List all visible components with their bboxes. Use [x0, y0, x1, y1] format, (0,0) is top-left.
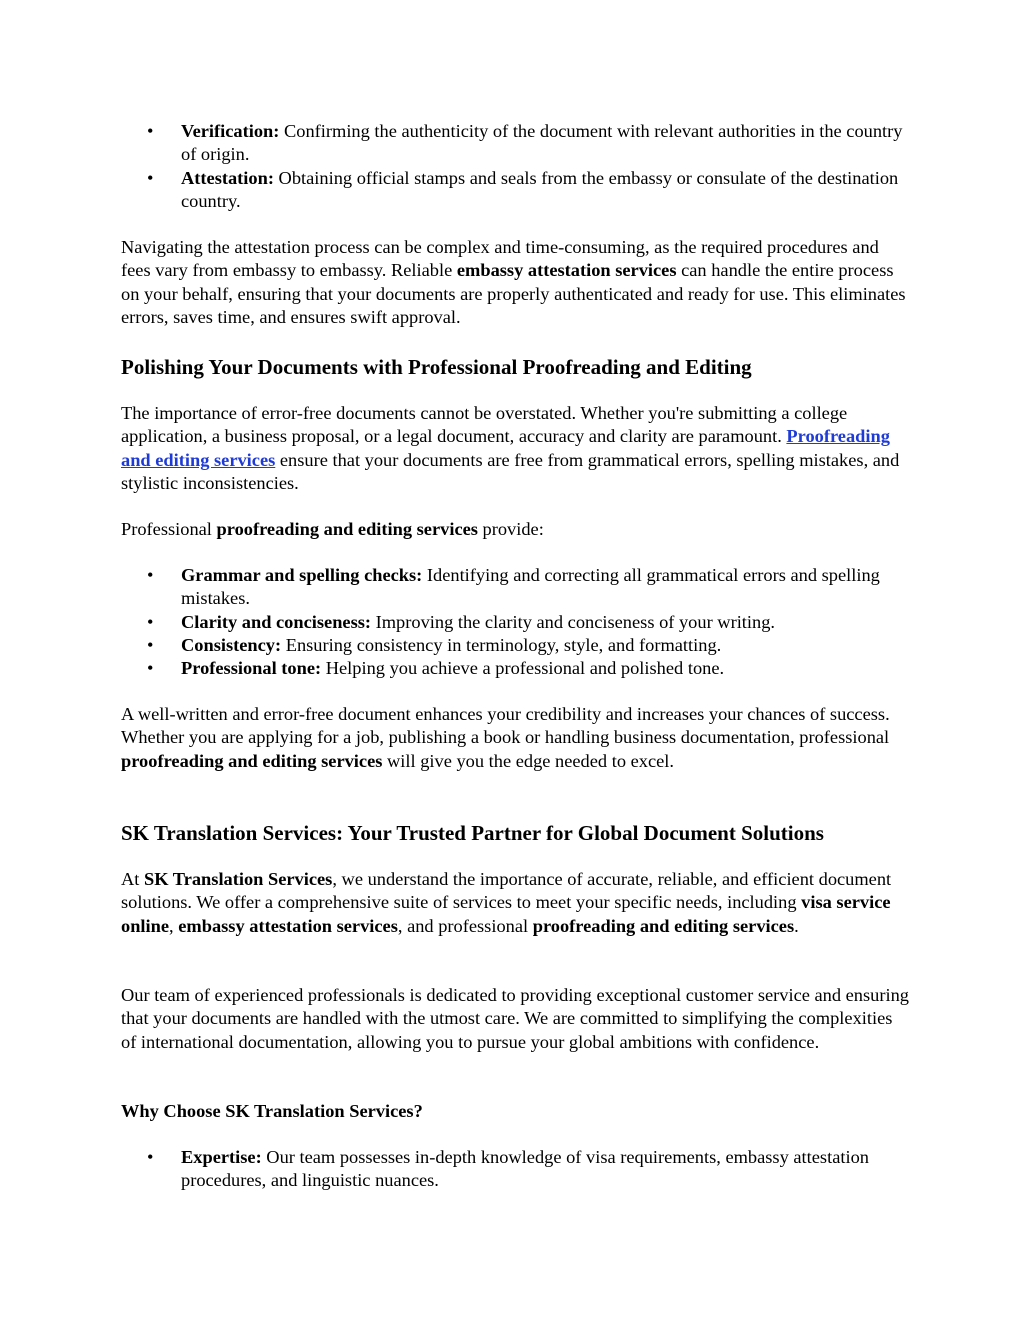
- paragraph-text: The importance of error-free documents cannot be overstated. Whether you're submitting a college application, a business proposal, or a legal document, accuracy and clarity are paramount.: [121, 403, 848, 447]
- paragraph-at-sk: [121, 868, 911, 938]
- list-item: [121, 1146, 911, 1193]
- paragraph-navigating: [121, 236, 911, 329]
- bullet-icon: •: [147, 121, 154, 141]
- list-item-text: Helping you achieve a professional and polished tone.: [321, 658, 725, 679]
- list-item-text: Our team possesses in-depth knowledge of visa requirements, embassy attestation procedures, and linguistic nuances.: [181, 1147, 869, 1191]
- bold-term: proofreading and editing services: [216, 519, 478, 539]
- paragraph-text: ,: [169, 915, 179, 936]
- bold-term: embassy attestation services: [456, 260, 677, 281]
- list-item-label: Professional tone:: [181, 658, 322, 679]
- bullet-icon: •: [147, 611, 154, 632]
- bold-term: SK Translation Services: [144, 869, 333, 889]
- paragraph-text: At: [121, 869, 144, 889]
- list-item-text: Identifying and correcting all grammatical errors and spelling mistakes.: [181, 565, 880, 609]
- bullet-icon: •: [147, 1147, 154, 1167]
- list-item-text: Confirming the authenticity of the document with relevant authorities in the country of origin.: [181, 121, 903, 165]
- list-item: [121, 634, 911, 657]
- list-item: [121, 564, 911, 611]
- bullet-icon: •: [147, 634, 154, 655]
- list-item-label: Clarity and conciseness:: [181, 611, 372, 632]
- bold-term: embassy attestation services: [178, 915, 398, 936]
- paragraph-professional: [121, 518, 911, 541]
- bullet-icon: •: [147, 565, 154, 585]
- paragraph-text: , we understand the importance of accurate, reliable, and efficient document solutions. We offer a comprehensive suite of services to meet your specific needs, including: [121, 869, 892, 913]
- proofreading-services-link[interactable]: Proofreading and editing services: [121, 426, 890, 470]
- paragraph-well-written: [121, 703, 911, 773]
- list-item-label: Expertise:: [181, 1147, 262, 1167]
- attestation-steps-list: [121, 120, 911, 213]
- list-item-label: Verification:: [181, 121, 280, 141]
- paragraph-text: Navigating the attestation process can be complex and time-consuming, as the required procedures and fees vary from embassy to embassy. Reliable: [121, 237, 879, 281]
- paragraph-text: .: [794, 915, 799, 936]
- bold-term: proofreading and editing services: [121, 750, 383, 771]
- paragraph-text: will give you the edge needed to excel.: [382, 750, 674, 771]
- heading-polishing: Polishing Your Documents with Professional Proofreading and Editing: [121, 355, 752, 379]
- why-choose-list: [121, 1146, 911, 1193]
- paragraph-team: Our team of experienced professionals is dedicated to providing exceptional customer service and ensuring that your documents are handled with the utmost care. We are committed to simplifying the complexities of international documentation, allowing you to pursue your global ambitions with confidence.: [121, 985, 909, 1052]
- list-item: [121, 167, 911, 214]
- list-item-label: Attestation:: [181, 167, 274, 188]
- paragraph-text: provide:: [477, 519, 544, 539]
- bullet-icon: •: [147, 167, 154, 188]
- paragraph-text: Professional: [121, 519, 217, 539]
- list-item-text: Obtaining official stamps and seals from the embassy or consulate of the destination country.: [181, 167, 899, 211]
- bold-term: proofreading and editing services: [532, 915, 795, 936]
- list-item: [121, 120, 911, 167]
- paragraph-importance: [121, 402, 911, 495]
- heading-sk-translation: SK Translation Services: Your Trusted Partner for Global Document Solutions: [121, 821, 824, 845]
- list-item-text: Ensuring consistency in terminology, style, and formatting.: [281, 634, 722, 655]
- paragraph-text: A well-written and error-free document enhances your credibility and increases your chances of success. Whether you are applying for a job, publishing a book or handling business documentation, professional: [121, 704, 890, 748]
- paragraph-text: , and professional: [397, 915, 533, 936]
- bullet-icon: •: [147, 658, 154, 679]
- list-item-label: Consistency:: [181, 634, 282, 655]
- paragraph-text: can handle the entire process on your behalf, ensuring that your documents are properly authenticated and ready for use. This eliminates errors, saves time, and ensures swift approval.: [121, 260, 906, 327]
- list-item-label: Grammar and spelling checks:: [181, 565, 423, 585]
- subheading-why-choose: Why Choose SK Translation Services?: [121, 1101, 423, 1121]
- bold-term: visa service online: [121, 892, 891, 936]
- list-item-text: Improving the clarity and conciseness of your writing.: [371, 611, 776, 632]
- paragraph-text: ensure that your documents are free from grammatical errors, spelling mistakes, and stylistic inconsistencies.: [121, 449, 900, 493]
- list-item: [121, 611, 911, 634]
- list-item: [121, 657, 911, 680]
- proofreading-benefits-list: [121, 564, 911, 680]
